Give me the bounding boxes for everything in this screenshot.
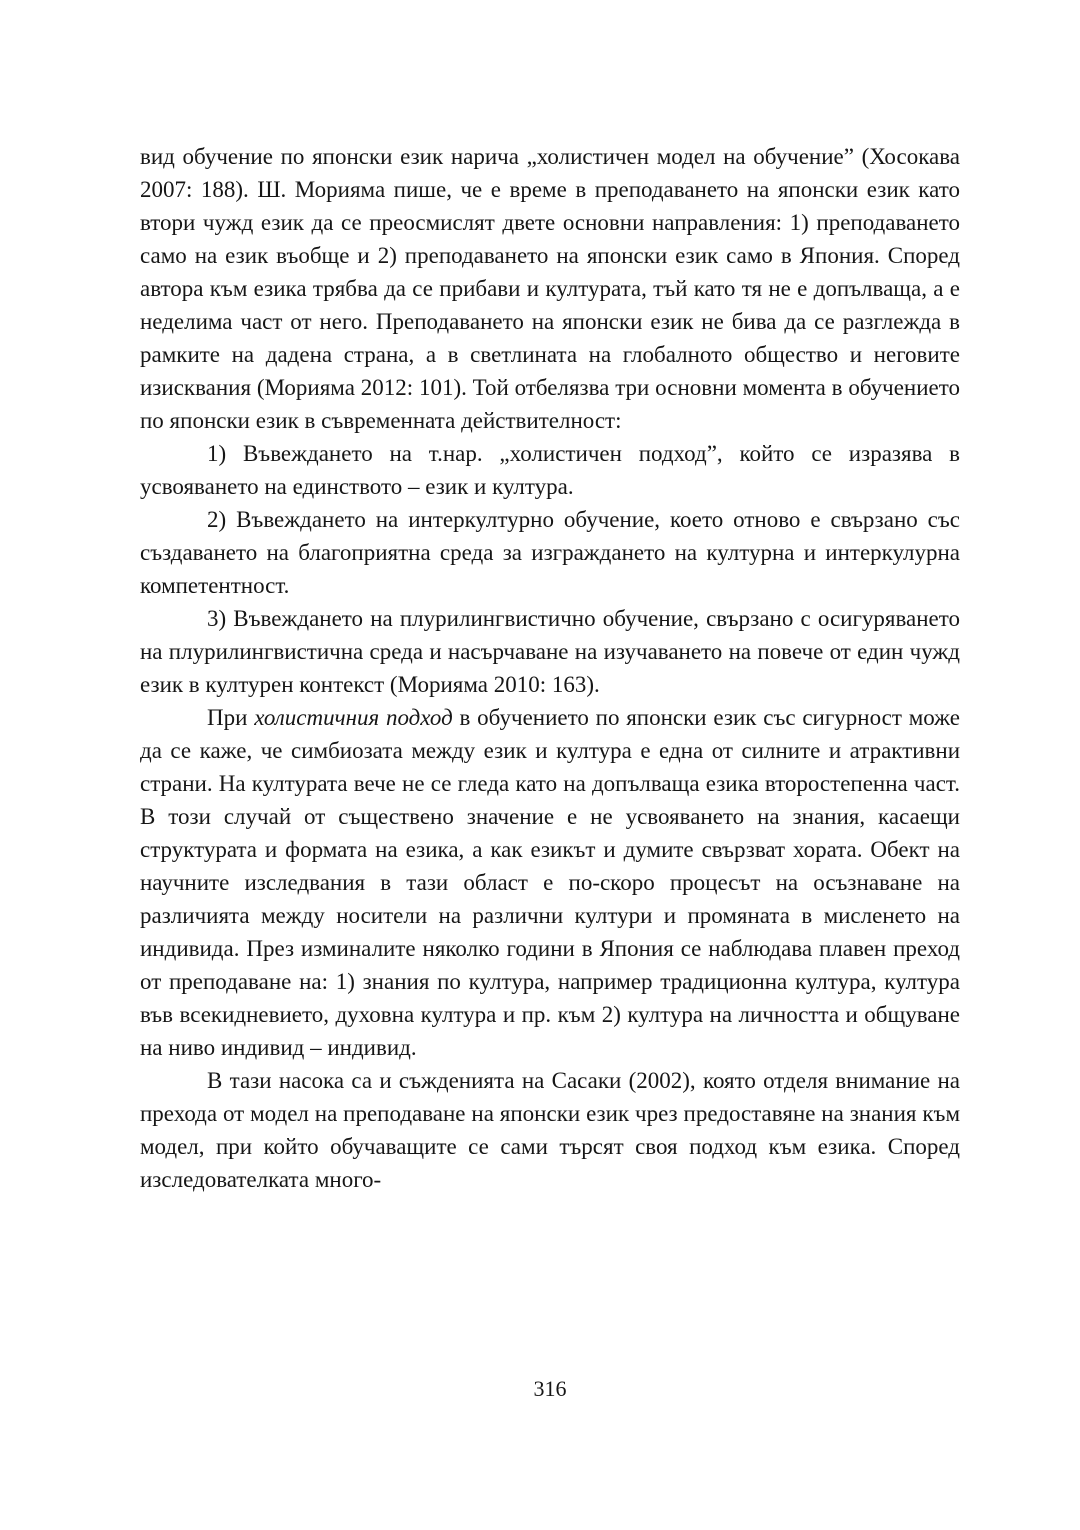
paragraph-continuation [140, 140, 960, 437]
page-body-text [140, 140, 960, 1196]
italic-term: холистичния подход [254, 705, 453, 730]
paragraph-text: 1) Въвеждането на т.нар. „холистичен подход”, който се изразява в усвояването на единството – език и култура. [140, 441, 960, 499]
paragraph-text: 2) Въвеждането на интеркултурно обучение, което отново е свързано със създаването на благоприятна среда за изграждането на културна и интеркулурна компетентност. [140, 507, 960, 598]
paragraph-text: в обучението по японски език със сигурност може да се каже, че симбиозата между език и култура е една от силните и атрактивни страни. На културата вече не се гледа като на допълваща езика второстепенна част. В този случай от съществено значение е не усвояването на знания, касаещи структурата и формата на езика, а как езикът и думите свързват хората. Обект на научните изследвания в тази област е по-скоро процесът на осъзнаване на различията между носители на различни култури и промяната в мисленето на индивида. През изминалите няколко години в Япония се наблюдава плавен преход от преподаване на: 1) знания по култура, например традиционна култура, култура във всекидневието, духовна култура и пр. към 2) култура на личността и общуване на ниво индивид – индивид. [140, 705, 960, 1060]
page-number: 316 [533, 1376, 567, 1401]
paragraph-sasaki [140, 1064, 960, 1196]
paragraph-list-item-1 [140, 437, 960, 503]
paragraph-text: 3) Въвеждането на плурилингвистично обучение, свързано с осигуряването на плурилингвистична среда и насърчаване на изучаването на повече от един чужд език в културен контекст (Морияма 2010: 163). [140, 606, 960, 697]
paragraph-text: В тази насока са и съжденията на Сасаки (2002), която отделя внимание на прехода от модел на преподаване на японски език чрез предоставяне на знания към модел, при който обучаващите се сами търсят своя подход към езика. Според изследователката много- [140, 1068, 960, 1192]
paragraph-list-item-3 [140, 602, 960, 701]
paragraph-text: вид обучение по японски език нарича „холистичен модел на обучение” (Хосокава 2007: 188). Ш. Морияма пише, че е време в преподаването на японски език като втори чужд език да се преосмислят двете основни направления: 1) преподаването само на език въобще и 2) преподаването на японски език само в Япония. Според автора към езика трябва да се прибави и културата, тъй като тя не е допълваща, а е неделима част от него. Преподаването на японски език не бива да се разглежда в рамките на дадена страна, а в светлината на глобалното общество и неговите изисквания (Морияма 2012: 101). Той отбелязва три основни момента в обучението по японски език в съвременната действителност: [140, 144, 960, 433]
paragraph-list-item-2 [140, 503, 960, 602]
paragraph-holistic-approach [140, 701, 960, 1064]
paragraph-text: При [207, 705, 255, 730]
